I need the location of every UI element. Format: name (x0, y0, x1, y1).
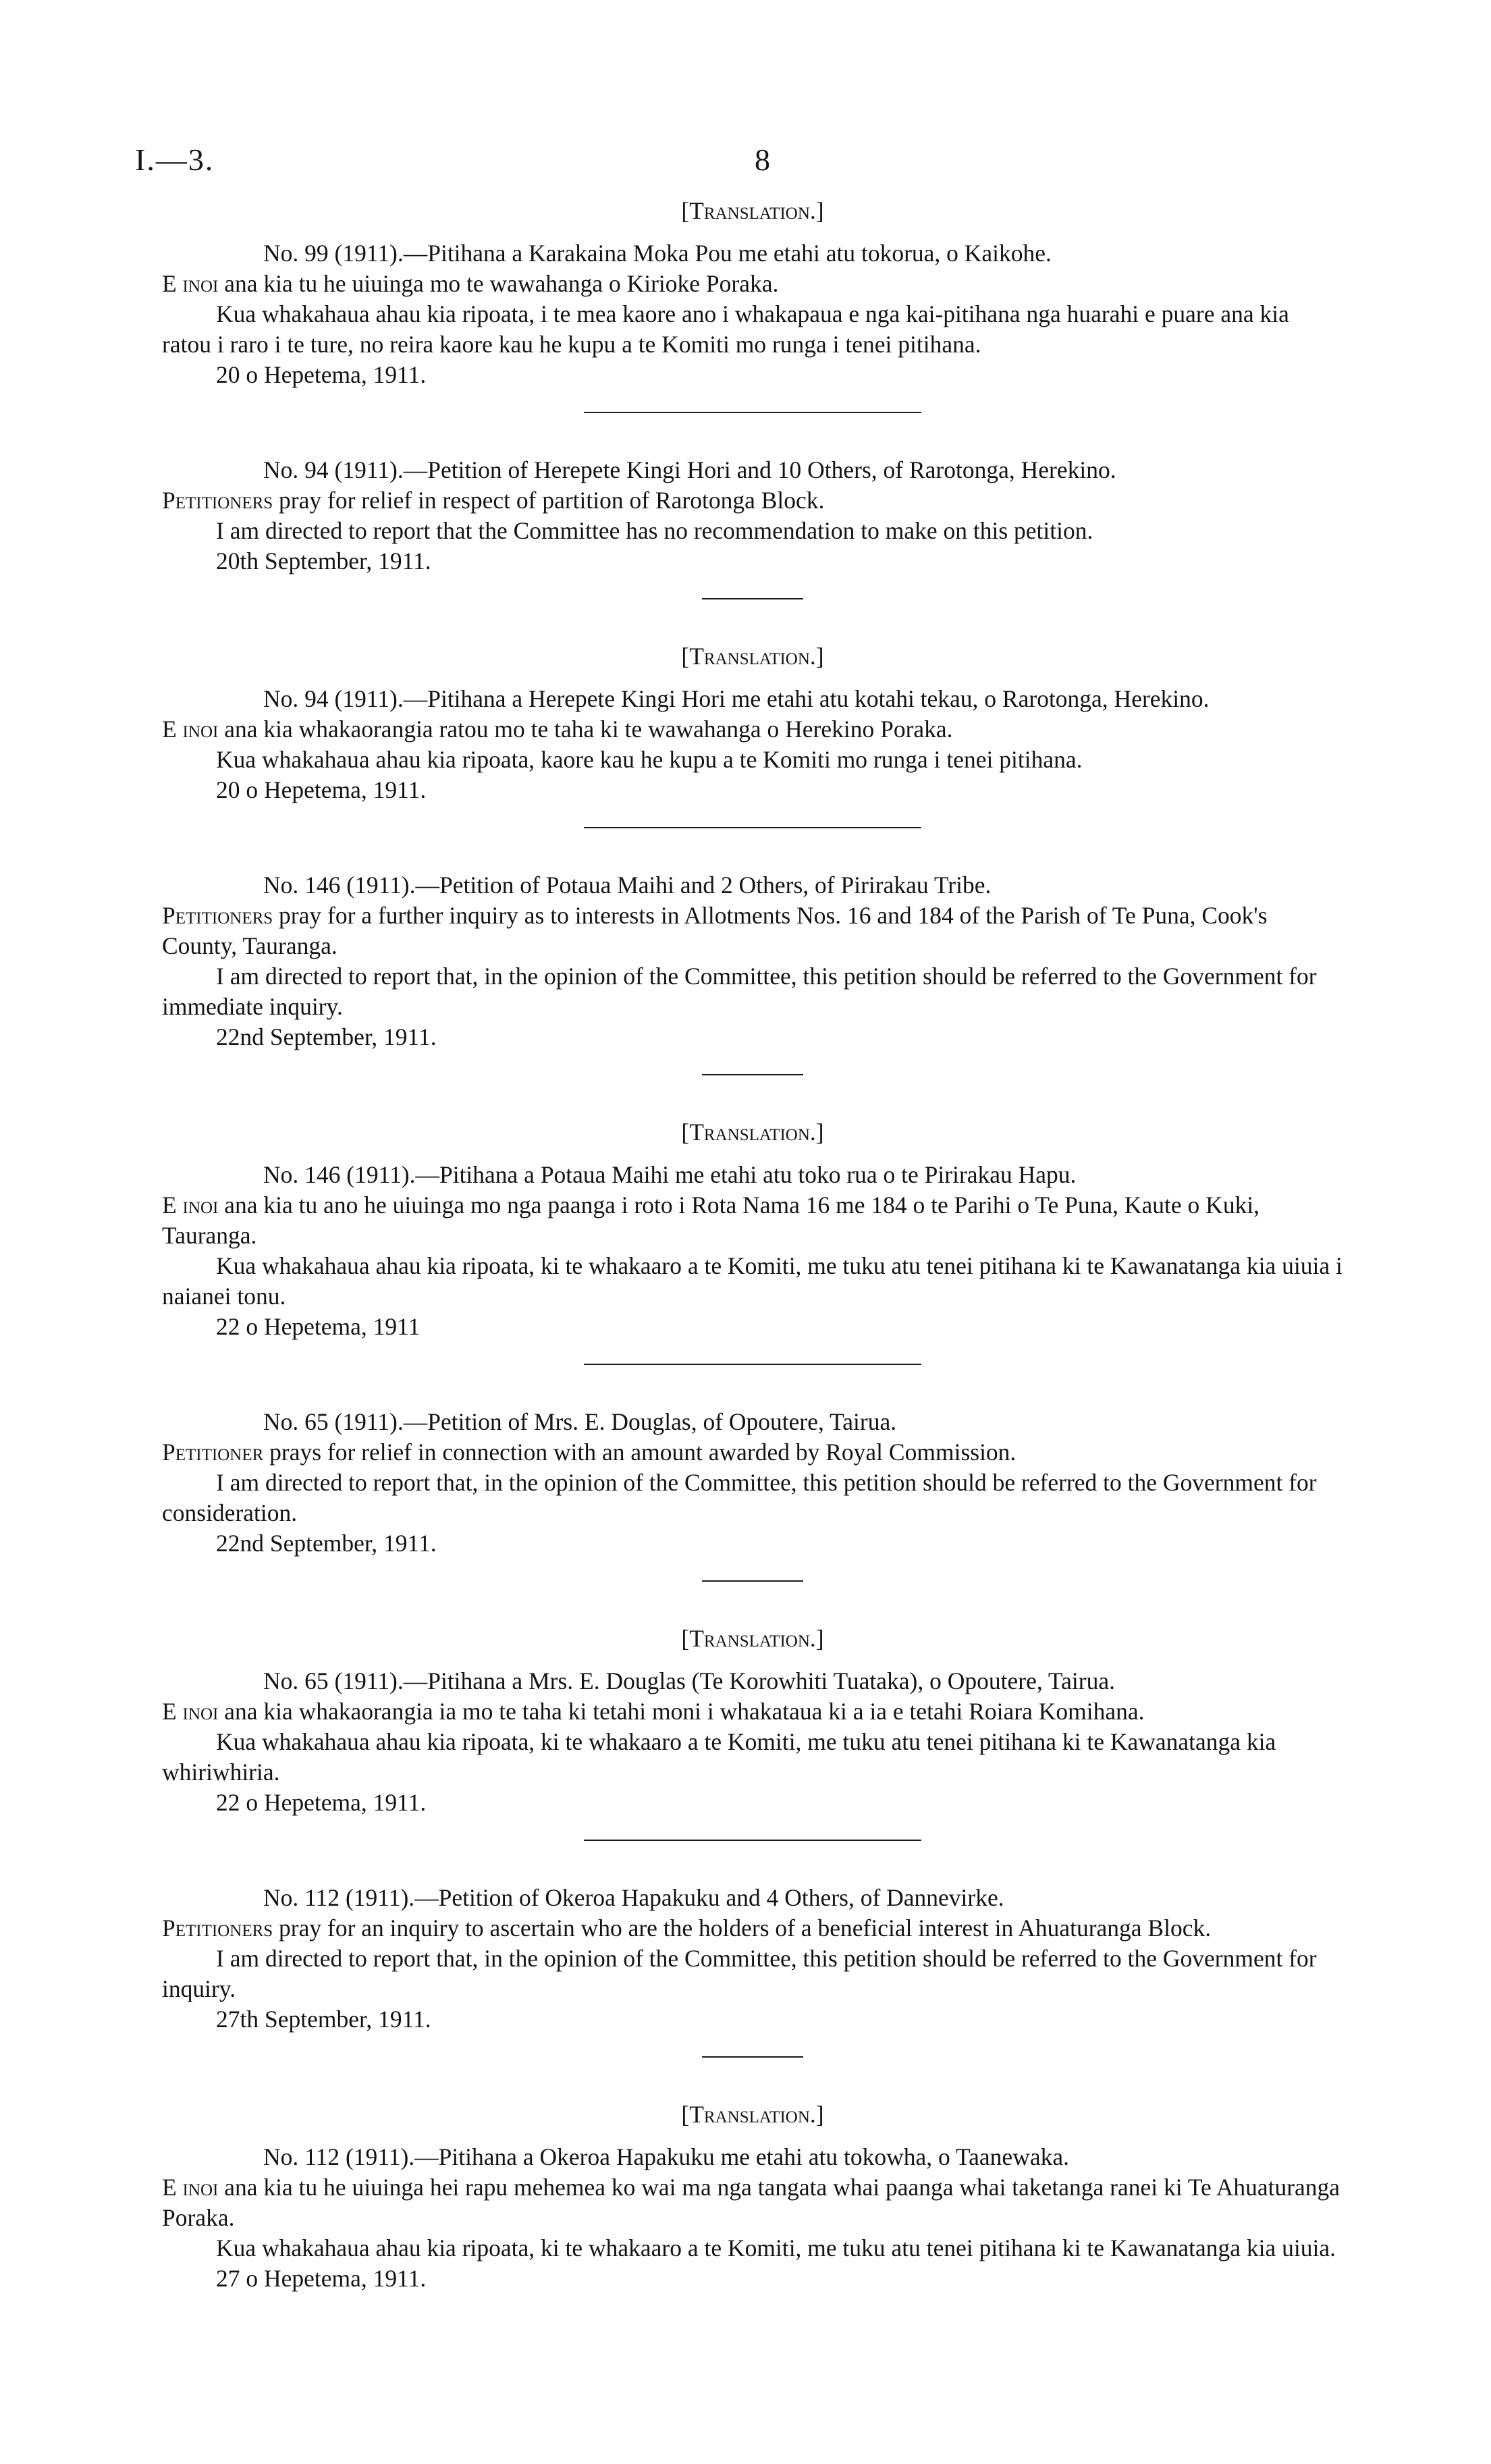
prayer-lead: Petitioners (162, 902, 273, 929)
petition-title: No. 65 (1911).—Petition of Mrs. E. Douglas, of Opoutere, Tairua. (263, 1408, 897, 1435)
committee-report: I am directed to report that the Committee has no recommendation to make on this petition. (216, 517, 1093, 544)
section-divider (584, 412, 921, 413)
petition-prayer: pray for relief in respect of partition of Rarotonga Block. (279, 487, 825, 514)
petition-section (162, 1624, 1343, 1841)
report-date: 27th September, 1911. (216, 2006, 431, 2033)
petition-section (162, 196, 1343, 413)
prayer-lead: Petitioner (162, 1439, 264, 1466)
petition-title: No. 94 (1911).—Petition of Herepete Kingi Hori and 10 Others, of Rarotonga, Herekino. (263, 456, 1116, 483)
prayer-lead: E inoi (162, 270, 219, 297)
petition-section (162, 2099, 1343, 2294)
section-divider (702, 1074, 803, 1075)
report-date: 22 o Hepetema, 1911. (216, 1789, 427, 1816)
petition-section (162, 1407, 1343, 1582)
prayer-lead: E inoi (162, 716, 219, 743)
translation-heading: [Translation.] (681, 1625, 824, 1652)
prayer-lead: Petitioners (162, 487, 273, 514)
page-number: 8 (755, 142, 770, 177)
committee-report: Kua whakahaua ahau kia ripoata, ki te whakaaro a te Komiti, me tuku atu tenei pitihana ki te Kawanatanga kia whiriwhiria. (162, 1728, 1276, 1786)
petition-prayer: ana kia tu he uiuinga mo te wawahanga o Kirioke Poraka. (224, 270, 779, 297)
report-date: 22nd September, 1911. (216, 1023, 437, 1050)
section-divider (584, 827, 921, 828)
report-date: 22 o Hepetema, 1911 (216, 1313, 421, 1340)
petition-title: No. 112 (1911).—Pitihana a Okeroa Hapakuku me etahi atu tokowha, o Taanewaka. (263, 2143, 1069, 2170)
section-divider (584, 1840, 921, 1841)
petition-prayer: pray for a further inquiry as to interests in Allotments Nos. 16 and 184 of the Parish of Te Puna, Cook's County, Tauranga. (162, 902, 1268, 959)
petition-section (162, 1117, 1343, 1365)
committee-report: I am directed to report that, in the opinion of the Committee, this petition should be referred to the Government for inquiry. (162, 1945, 1317, 2002)
report-date: 20th September, 1911. (216, 547, 431, 574)
committee-report: I am directed to report that, in the opinion of the Committee, this petition should be referred to the Government for immediate inquiry. (162, 963, 1317, 1020)
section-divider (584, 1364, 921, 1365)
petition-section (162, 455, 1343, 599)
report-date: 20 o Hepetema, 1911. (216, 361, 427, 388)
prayer-lead: Petitioners (162, 1914, 273, 1941)
petition-prayer: ana kia whakaorangia ratou mo te taha ki te wawahanga o Herekino Poraka. (224, 716, 953, 743)
report-date: 20 o Hepetema, 1911. (216, 776, 427, 803)
petition-prayer: pray for an inquiry to ascertain who are the holders of a beneficial interest in Ahuaturanga Block. (279, 1914, 1212, 1941)
committee-report: Kua whakahaua ahau kia ripoata, i te mea kaore ano i whakapaua e nga kai-pitihana nga huarahi e puare ana kia ratou i raro i te ture, no reira kaore kau he kupu a te Komiti mo runga i tenei pitihana. (162, 300, 1289, 358)
petition-prayer: ana kia tu ano he uiuinga mo nga paanga i roto i Rota Nama 16 me 184 o te Parihi o Te Puna, Kaute o Kuki, Tauranga. (162, 1191, 1260, 1249)
petition-section (162, 641, 1343, 828)
petition-title: No. 112 (1911).—Petition of Okeroa Hapakuku and 4 Others, of Dannevirke. (263, 1884, 1004, 1911)
page-reference: I.—3. (135, 142, 215, 177)
petition-section (162, 1883, 1343, 2058)
translation-heading: [Translation.] (681, 2101, 824, 2128)
petition-title: No. 146 (1911).—Pitihana a Potaua Maihi me etahi atu toko rua o te Pirirakau Hapu. (263, 1161, 1077, 1188)
section-divider (702, 1580, 803, 1582)
petition-section (162, 870, 1343, 1075)
committee-report: Kua whakahaua ahau kia ripoata, ki te whakaaro a te Komiti, me tuku atu tenei pitihana ki te Kawanatanga kia uiuia. (216, 2234, 1336, 2261)
petition-title: No. 146 (1911).—Petition of Potaua Maihi and 2 Others, of Pirirakau Tribe. (263, 872, 992, 899)
petition-title: No. 94 (1911).—Pitihana a Herepete Kingi Hori me etahi atu kotahi tekau, o Rarotonga, Herekino. (263, 685, 1210, 712)
translation-heading: [Translation.] (681, 643, 824, 670)
section-divider (702, 2056, 803, 2058)
petitions-body (162, 196, 1343, 2294)
committee-report: Kua whakahaua ahau kia ripoata, kaore kau he kupu a te Komiti mo runga i tenei pitihana. (216, 746, 1083, 773)
committee-report: Kua whakahaua ahau kia ripoata, ki te whakaaro a te Komiti, me tuku atu tenei pitihana ki te Kawanatanga kia uiuia i naianei tonu. (162, 1252, 1343, 1310)
prayer-lead: E inoi (162, 1698, 219, 1725)
prayer-lead: E inoi (162, 2174, 219, 2201)
translation-heading: [Translation.] (681, 197, 824, 224)
prayer-lead: E inoi (162, 1191, 219, 1218)
petition-title: No. 65 (1911).—Pitihana a Mrs. E. Douglas (Te Korowhiti Tuataka), o Opoutere, Tairua. (263, 1667, 1115, 1694)
report-date: 27 o Hepetema, 1911. (216, 2265, 427, 2292)
section-divider (702, 598, 803, 599)
petition-prayer: prays for relief in connection with an amount awarded by Royal Commission. (269, 1439, 1016, 1466)
petition-prayer: ana kia tu he uiuinga hei rapu mehemea ko wai ma nga tangata whai paanga whai taketanga ranei ki Te Ahuaturanga Poraka. (162, 2174, 1340, 2231)
petition-prayer: ana kia whakaorangia ia mo te taha ki tetahi moni i whakataua ki a ia e tetahi Roiara Komihana. (224, 1698, 1145, 1725)
petition-title: No. 99 (1911).—Pitihana a Karakaina Moka Pou me etahi atu tokorua, o Kaikohe. (263, 240, 1052, 267)
committee-report: I am directed to report that, in the opinion of the Committee, this petition should be referred to the Government for consideration. (162, 1469, 1317, 1526)
report-date: 22nd September, 1911. (216, 1530, 437, 1557)
translation-heading: [Translation.] (681, 1119, 824, 1146)
